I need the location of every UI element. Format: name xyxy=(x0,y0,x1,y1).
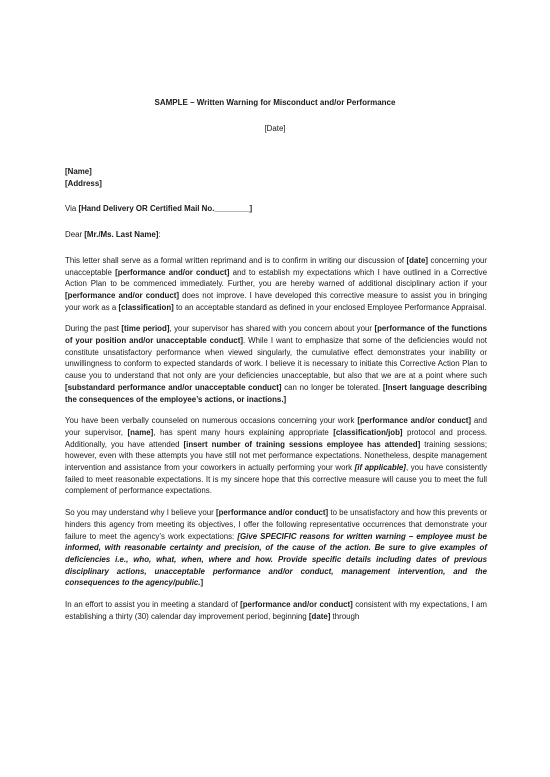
paragraph-reprimand xyxy=(65,255,487,314)
text-run: [classification/job] xyxy=(333,427,403,437)
text-run: to an acceptable standard as defined in your enclosed Employee Performance Appraisal. xyxy=(173,302,487,312)
delivery-method: Via [Hand Delivery OR Certified Mail No.________] xyxy=(65,204,253,214)
text-run: [date] xyxy=(406,255,429,265)
text-run: concerning your unacceptable xyxy=(65,255,487,277)
text-run: , has spent many hours explaining appropriate xyxy=(153,427,334,437)
text-run: through xyxy=(330,611,360,621)
text-run: . While I want to emphasize that some of the deficiencies would not constitute unsatisfactory performance when viewed singularly, the cumulative effect demonstrates your inability or unwillingness to conform to expected standards of work. I believe it is necessary to initiate this Corrective Action Plan to cause you to understand that not only are your deficiencies unacceptable, but also that we are at a point where such xyxy=(65,336,487,381)
text-run: does not improve. I have developed this corrective measure to assist you in bringing your work as a xyxy=(65,290,488,312)
text-run: [classification] xyxy=(118,302,174,312)
paragraph-counseling xyxy=(65,415,487,497)
text-run: [Insert language describing the consequences of the employee’s actions, or inactions.] xyxy=(65,382,487,404)
text-run: [performance and/or conduct] xyxy=(240,600,353,610)
text-run: , you have consistently failed to meet reasonable expectations. It is my sincere hope that this corrective measure will cause you to meet the full complement of performance expectations. xyxy=(65,463,488,496)
text-run: [performance and/or conduct] xyxy=(357,416,471,426)
text-run: [performance and/or conduct] xyxy=(115,267,230,277)
text-run: [insert number of training sessions employee has attended] xyxy=(183,439,421,449)
text-run: [Give SPECIFIC reasons for written warning – employee must be informed, with reasonable certainty and precision, of the cause of the action. Be sure to give examples of deficiencies i.e., who, what, when, where and how. Provide specific details including dates of previous disciplinary actions, unacceptable performance and/or conduct, management intervention, and the consequences to the agency/public. xyxy=(65,531,487,588)
text-run: [time period] xyxy=(121,324,170,334)
paragraph-concerns xyxy=(65,323,487,405)
text-run: training sessions; however, even with these attempts you have still not met performance expectations. Nonetheless, despite management intervention and assistance from your coworkers in actually performing your work xyxy=(65,439,488,473)
text-run: In an effort to assist you in meeting a standard of xyxy=(65,600,241,610)
text-run: to be unsatisfactory and how this prevents or hinders this agency from meeting its objectives, I offer the following representative occurrences that demonstrate your failure to meet the agency’s work expectations: xyxy=(65,508,488,541)
text-run: ] xyxy=(200,578,204,588)
paragraph-improvement-period xyxy=(65,599,487,622)
recipient-name: [Name] xyxy=(65,167,92,176)
salutation: Dear [Mr./Ms. Last Name]: xyxy=(65,230,161,240)
document-date: [Date] xyxy=(264,124,286,133)
text-run: and your supervisor, xyxy=(65,416,488,437)
document-title: SAMPLE – Written Warning for Misconduct and/or Performance xyxy=(154,98,396,107)
letter-body xyxy=(65,166,487,633)
paragraph-occurrences xyxy=(65,507,487,589)
text-run: , your supervisor has shared with you concern about your xyxy=(169,324,375,334)
text-run: can no longer be tolerated. xyxy=(281,382,383,392)
text-run: [substandard performance and/or unacceptable conduct] xyxy=(65,382,282,392)
text-run: protocol and process. Additionally, you have attended xyxy=(65,427,487,449)
text-run: During the past xyxy=(65,324,122,334)
text-run: consistent with my expectations, I am establishing a thirty (30) calendar day improvement period, beginning xyxy=(65,600,488,621)
text-run: and to establish my expectations which I have outlined in a Corrective Action Plan to be commenced immediately. Further, you are hereby warned of additional disciplinary action if your xyxy=(65,267,487,289)
text-run: You have been verbally counseled on numerous occasions concerning your work xyxy=(65,416,358,426)
text-run: [performance and/or conduct] xyxy=(215,508,329,518)
text-run: [performance and/or conduct] xyxy=(65,290,180,300)
text-run: [if applicable] xyxy=(354,463,406,473)
text-run: [name] xyxy=(127,427,154,437)
text-run: This letter shall serve as a formal written reprimand and is to confirm in writing our discussion of xyxy=(65,255,407,265)
text-run: So you may understand why I believe your xyxy=(65,508,216,518)
text-run: [performance of the functions of your position and/or unacceptable conduct] xyxy=(65,324,487,346)
recipient-address: [Address] xyxy=(65,178,102,188)
text-run: [date] xyxy=(308,611,331,621)
